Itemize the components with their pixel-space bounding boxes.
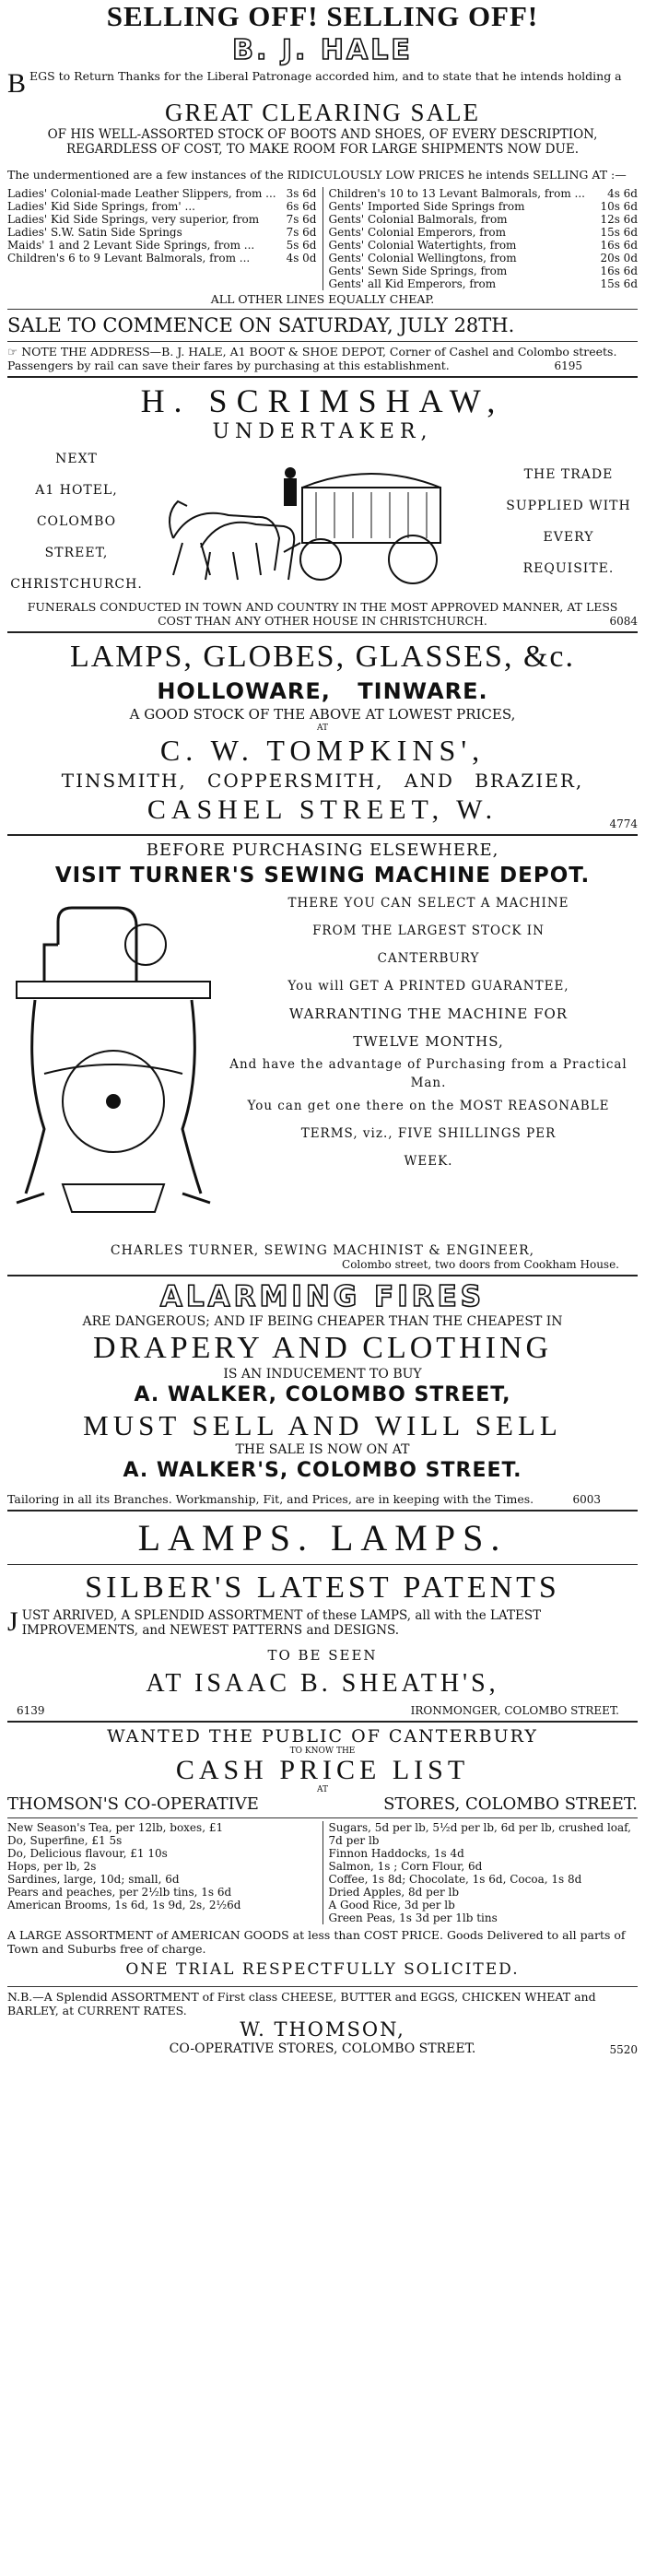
- tompkins-advertisement: [7, 637, 638, 830]
- hale-name: B. J. HALE: [232, 34, 413, 66]
- tompkins-at: AT: [316, 723, 328, 733]
- walker-sale: THE SALE IS NOW ON AT: [235, 1442, 410, 1457]
- tompkins-name: C. W. TOMPKINS',: [159, 734, 486, 767]
- thomson-nb: N.B.—A Splendid ASSORTMENT of First class CHEESE, BUTTER and EGGS, CHICKEN WHEAT and BARLEY, at CURRENT RATES.: [7, 1990, 596, 2017]
- price-row: [329, 277, 639, 290]
- scrimshaw-advertisement: [7, 382, 638, 628]
- sheath-seen: TO BE SEEN: [267, 1647, 378, 1664]
- tompkins-street: CASHEL STREET, W.: [147, 794, 498, 825]
- turner-sig: CHARLES TURNER, SEWING MACHINIST & ENGINEER,: [110, 1243, 535, 1258]
- sheath-dropcap: J: [7, 1606, 18, 1637]
- hale-note: NOTE THE ADDRESS—B. J. HALE, A1 BOOT & SHOE DEPOT, Corner of Cashel and Colombo streets. Passengers by rail can save their fares by purchasing at this establishment.: [7, 345, 617, 372]
- thomson-price-left: [7, 1821, 317, 1924]
- scrimshaw-name: H. SCRIMSHAW,: [140, 382, 505, 419]
- price-row: [329, 252, 639, 265]
- price-line: Dried Apples, 8d per lb: [328, 1886, 460, 1899]
- hale-lead: The undermentioned are a few instances of the RIDICULOUSLY LOW PRICES he intends SELLING AT :—: [7, 168, 627, 182]
- hale-sub: OF HIS WELL-ASSORTED STOCK OF BOOTS AND SHOES, OF EVERY DESCRIPTION, REGARDLESS OF COST, TO MAKE ROOM FOR LARGE SHIPMENTS NOW DUE.: [47, 127, 598, 157]
- thomson-name: W. THOMSON,: [240, 2018, 405, 2041]
- price-line: Sugars, 5d per lb, 5½d per lb, 6d per lb, crushed loaf, 7d per lb: [328, 1821, 631, 1847]
- thomson-advertisement: [7, 1726, 638, 2056]
- thomson-trial: ONE TRIAL RESPECTFULLY SOLICITED.: [125, 1960, 520, 1979]
- thomson-ref: 5520: [609, 2043, 638, 2056]
- hale-advertisement: [7, 0, 638, 372]
- walker-alarm: ALARMING FIRES: [159, 1280, 486, 1313]
- tompkins-trades: TINSMITH, COPPERSMITH, AND BRAZIER,: [61, 770, 584, 792]
- sheath-at: AT ISAAC B. SHEATH'S,: [146, 1669, 499, 1698]
- price-value: 4s 0d: [286, 252, 317, 265]
- price-line: A Good Rice, 3d per lb: [328, 1899, 455, 1911]
- newspaper-ad-page: [7, 0, 638, 2056]
- thomson-addr: CO-OPERATIVE STORES, COLOMBO STREET.: [169, 2041, 476, 2056]
- price-item: Gents' Colonial Watertights, from: [328, 239, 517, 252]
- pointing-hand-icon: ☞: [7, 345, 18, 359]
- turner-advertisement: [7, 840, 638, 1271]
- walker-at: A. WALKER'S, COLOMBO STREET.: [123, 1459, 522, 1482]
- tompkins-head: LAMPS, GLOBES, GLASSES, &c.: [69, 640, 575, 674]
- hale-headline: SELLING OFF! SELLING OFF!: [106, 0, 539, 32]
- hale-ref: 6195: [554, 359, 582, 372]
- price-value: 16s 6d: [600, 239, 638, 252]
- turner-head: VISIT TURNER'S SEWING MACHINE DEPOT.: [54, 864, 591, 888]
- sheath-lamps: LAMPS. LAMPS.: [137, 1517, 508, 1559]
- price-item: Gents' Colonial Wellingtons, from: [328, 252, 517, 265]
- sheath-silber: SILBER'S LATEST PATENTS: [85, 1570, 560, 1605]
- price-value: 4s 6d: [607, 187, 638, 200]
- price-line: Coffee, 1s 8d; Chocolate, 1s 6d, Cocoa, 1s 8d: [328, 1873, 582, 1886]
- walker-drapery: DRAPERY AND CLOTHING: [92, 1331, 553, 1365]
- thomson-know: TO KNOW THE: [289, 1747, 356, 1756]
- thomson-price-table: [7, 1821, 638, 1924]
- price-item: Gents' Sewn Side Springs, from: [328, 265, 508, 277]
- price-value: 20s 0d: [600, 252, 638, 265]
- price-line: Do, Delicious flavour, £1 10s: [7, 1847, 168, 1860]
- price-line: Hops, per lb, 2s: [7, 1860, 97, 1873]
- price-row: [7, 226, 317, 239]
- price-item: Children's 10 to 13 Levant Balmorals, from ...: [328, 187, 585, 200]
- price-row: [329, 187, 639, 200]
- scrimshaw-ref: 6084: [609, 615, 638, 628]
- price-value: 15s 6d: [600, 226, 638, 239]
- price-value: 7s 6d: [286, 226, 317, 239]
- walker-name: A. WALKER, COLOMBO STREET,: [134, 1383, 511, 1406]
- turner-addr: Colombo street, two doors from Cookham House.: [342, 1258, 619, 1271]
- price-line: Finnon Haddocks, 1s 4d: [328, 1847, 464, 1860]
- hale-intro: EGS to Return Thanks for the Liberal Patronage accorded him, and to state that he intends holding a: [29, 69, 622, 83]
- scrimshaw-right-trade: THE TRADE SUPPLIED WITH EVERY REQUISITE.: [506, 467, 631, 576]
- price-row: [7, 213, 317, 226]
- price-item: Ladies' Colonial-made Leather Slippers, from ...: [7, 187, 276, 200]
- hearse-illustration: [146, 451, 499, 593]
- tompkins-ref: 4774: [609, 817, 638, 830]
- price-value: 3s 6d: [286, 187, 317, 200]
- price-row: [329, 239, 639, 252]
- price-row: [329, 265, 639, 277]
- price-item: Gents' all Kid Emperors, from: [328, 277, 497, 290]
- thomson-right-name: STORES, COLOMBO STREET.: [383, 1794, 638, 1814]
- tompkins-sub: HOLLOWARE, TINWARE.: [157, 678, 488, 704]
- price-item: Ladies' Kid Side Springs, from' ...: [7, 200, 195, 213]
- hale-price-left: [7, 187, 317, 290]
- turner-text: THERE YOU CAN SELECT A MACHINE FROM THE LARGEST STOCK IN CANTERBURY You will GET A PRINTED GUARANTEE, WARRANTING THE MACHINE FOR TWELVE MONTHS, And have the advantage of Purchasing from a Practical Man. You can get one there on the MOST REASONABLE TERMS, viz., FIVE SHILLINGS PER WEEK.: [229, 896, 627, 1169]
- price-item: Maids' 1 and 2 Levant Side Springs, from ...: [7, 239, 255, 252]
- walker-advertisement: [7, 1280, 638, 1506]
- thomson-price-right: [329, 1821, 639, 1924]
- thomson-assort: A LARGE ASSORTMENT of AMERICAN GOODS at less than COST PRICE. Goods Delivered to all parts of Town and Suburbs free of charge.: [7, 1928, 626, 1956]
- hale-other: ALL OTHER LINES EQUALLY CHEAP.: [210, 292, 435, 306]
- price-row: [329, 226, 639, 239]
- price-value: 16s 6d: [600, 265, 638, 277]
- price-row: [329, 200, 639, 213]
- price-line: Do, Superfine, £1 5s: [7, 1834, 123, 1847]
- price-item: Gents' Colonial Balmorals, from: [328, 213, 508, 226]
- price-item: Gents' Colonial Emperors, from: [328, 226, 507, 239]
- price-value: 7s 6d: [286, 213, 317, 226]
- walker-ref: 6003: [572, 1493, 601, 1506]
- price-row: [7, 200, 317, 213]
- price-value: 6s 6d: [286, 200, 317, 213]
- price-line: Salmon, 1s ; Corn Flour, 6d: [328, 1860, 483, 1873]
- walker-line1: ARE DANGEROUS; AND IF BEING CHEAPER THAN THE CHEAPEST IN: [82, 1314, 563, 1329]
- hale-price-table: [7, 187, 638, 290]
- price-line: New Season's Tea, per 12lb, boxes, £1: [7, 1821, 224, 1834]
- sheath-ref: 6139: [17, 1704, 45, 1717]
- turner-before: BEFORE PURCHASING ELSEWHERE,: [146, 841, 499, 860]
- scrimshaw-left-address: NEXT A1 HOTEL, COLOMBO STREET, CHRISTCHURCH.: [10, 452, 143, 592]
- scrimshaw-funerals: FUNERALS CONDUCTED IN TOWN AND COUNTRY IN THE MOST APPROVED MANNER, AT LESS COST THAN ANY OTHER HOUSE IN CHRISTCHURCH.: [27, 600, 618, 628]
- price-item: Children's 6 to 9 Levant Balmorals, from ...: [7, 252, 251, 265]
- sheath-advertisement: [7, 1515, 638, 1717]
- scrimshaw-trade: UNDERTAKER,: [212, 420, 433, 443]
- sheath-intro: UST ARRIVED, A SPLENDID ASSORTMENT of these LAMPS, all with the LATEST IMPROVEMENTS, and NEWEST PATTERNS and DESIGNS.: [21, 1608, 542, 1638]
- tompkins-line: A GOOD STOCK OF THE ABOVE AT LOWEST PRICES,: [129, 706, 516, 723]
- price-row: [7, 252, 317, 265]
- price-item: Gents' Imported Side Springs from: [328, 200, 525, 213]
- price-item: Ladies' S.W. Satin Side Springs: [7, 226, 182, 239]
- price-value: 12s 6d: [600, 213, 638, 226]
- thomson-head: CASH PRICE LIST: [175, 1755, 470, 1785]
- price-value: 10s 6d: [600, 200, 638, 213]
- price-row: [7, 187, 317, 200]
- price-value: 5s 6d: [286, 239, 317, 252]
- walker-must: MUST SELL AND WILL SELL: [83, 1409, 562, 1441]
- price-row: [329, 213, 639, 226]
- price-value: 15s 6d: [600, 277, 638, 290]
- thomson-at: AT: [316, 1785, 328, 1794]
- sewing-machine-illustration: [7, 889, 219, 1243]
- hale-dropcap: B: [7, 68, 27, 99]
- walker-tail: Tailoring in all its Branches. Workmanship, Fit, and Prices, are in keeping with the Times.: [7, 1492, 534, 1506]
- walker-induce: IS AN INDUCEMENT TO BUY: [223, 1367, 422, 1382]
- price-line: Sardines, large, 10d; small, 6d: [7, 1873, 180, 1886]
- thomson-left-name: THOMSON'S CO-OPERATIVE: [7, 1794, 259, 1814]
- sheath-addr: IRONMONGER, COLOMBO STREET.: [410, 1704, 619, 1717]
- price-line: Green Peas, 1s 3d per 1lb tins: [328, 1911, 498, 1924]
- price-line: American Brooms, 1s 6d, 1s 9d, 2s, 2½6d: [7, 1899, 241, 1911]
- hale-title: GREAT CLEARING SALE: [164, 99, 480, 126]
- hale-price-right: [329, 187, 639, 290]
- thomson-wanted: WANTED THE PUBLIC OF CANTERBURY: [107, 1726, 538, 1747]
- price-line: Pears and peaches, per 2½lb tins, 1s 6d: [7, 1886, 232, 1899]
- price-row: [7, 239, 317, 252]
- hale-commence: SALE TO COMMENCE ON SATURDAY, JULY 28TH.: [7, 314, 515, 336]
- price-item: Ladies' Kid Side Springs, very superior, from: [7, 213, 260, 226]
